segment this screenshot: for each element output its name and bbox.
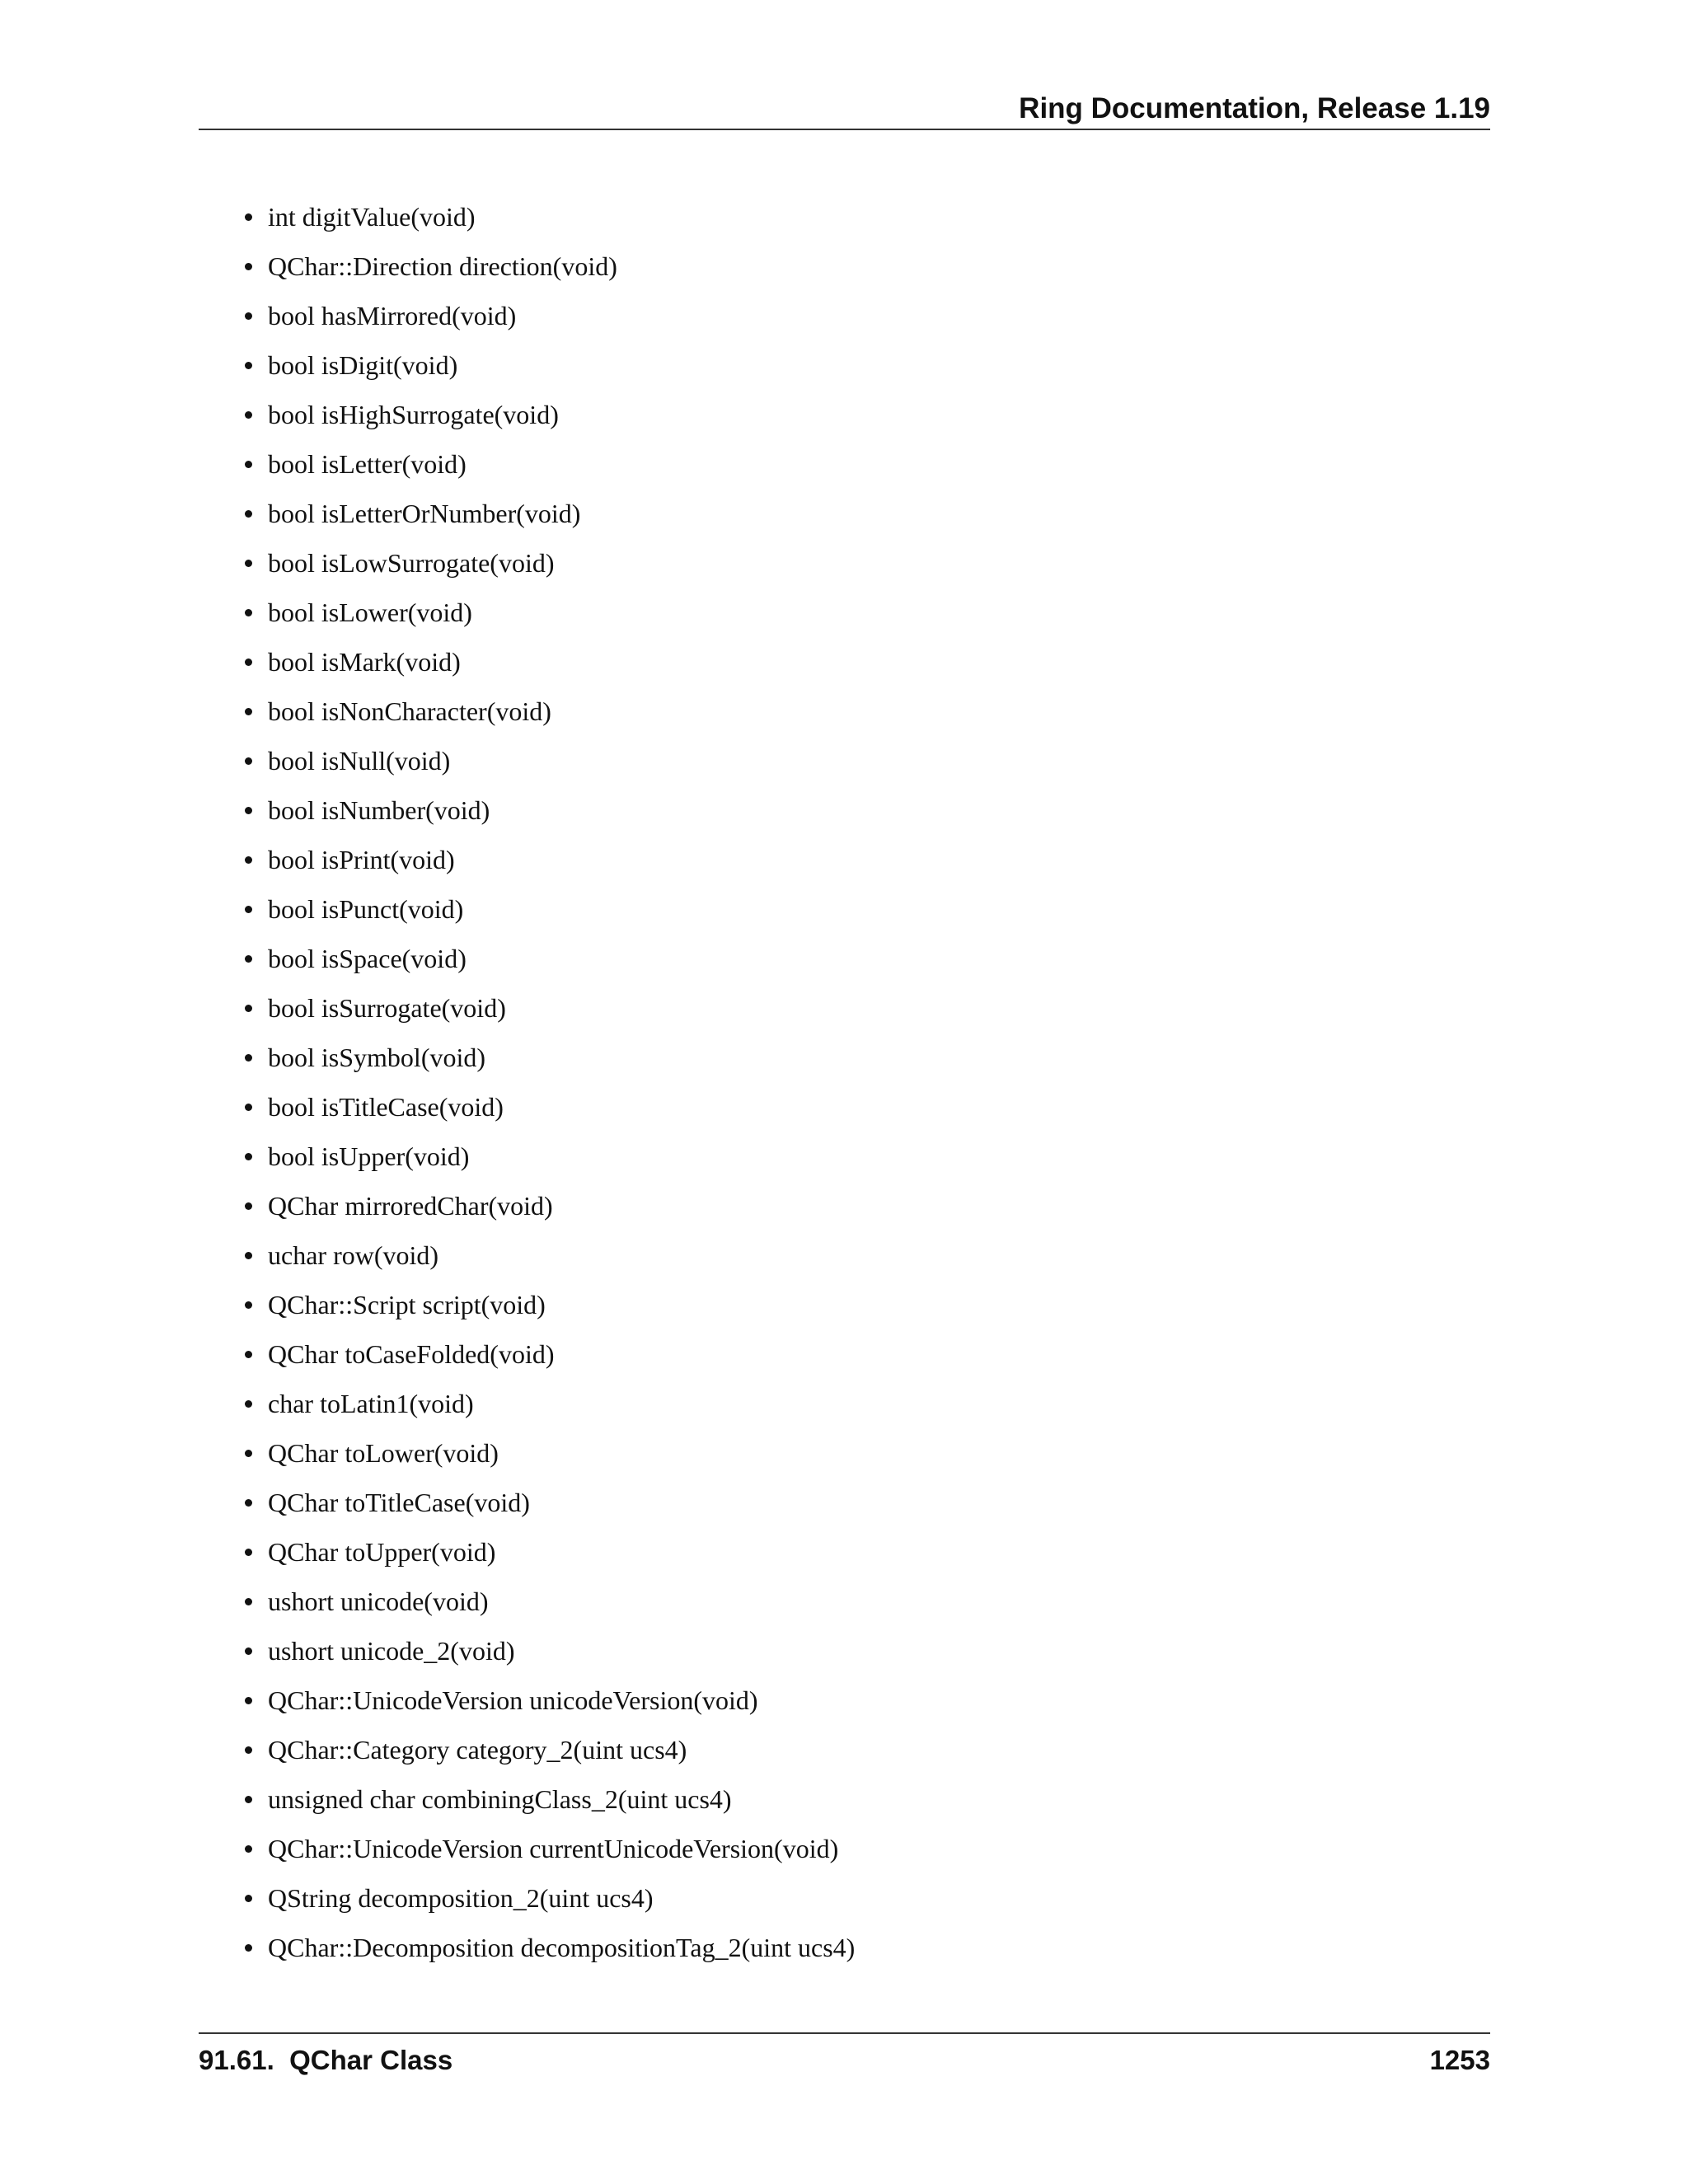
method-signature: char toLatin1(void) bbox=[268, 1389, 474, 1418]
list-item bbox=[199, 1236, 855, 1286]
list-item bbox=[199, 1632, 855, 1681]
method-signature: QChar toTitleCase(void) bbox=[268, 1488, 530, 1517]
bullet-icon bbox=[245, 757, 252, 765]
list-item bbox=[199, 494, 855, 544]
list-item bbox=[199, 1286, 855, 1335]
document-title: Ring Documentation, Release 1.19 bbox=[1019, 92, 1490, 124]
method-signature: QChar::Script script(void) bbox=[268, 1290, 546, 1319]
bullet-icon bbox=[245, 807, 252, 814]
bullet-icon bbox=[245, 263, 252, 270]
method-signature: QChar::UnicodeVersion currentUnicodeVersion(void) bbox=[268, 1834, 839, 1863]
method-signature: QChar::Direction direction(void) bbox=[268, 251, 617, 281]
list-item bbox=[199, 247, 855, 297]
method-signature: QChar::Category category_2(uint ucs4) bbox=[268, 1735, 687, 1765]
list-item bbox=[199, 346, 855, 396]
list-item bbox=[199, 890, 855, 940]
page-number: 1253 bbox=[1429, 2045, 1490, 2075]
list-item bbox=[199, 1187, 855, 1236]
bullet-icon bbox=[245, 1697, 252, 1704]
list-item bbox=[199, 198, 855, 247]
method-signature: QChar toLower(void) bbox=[268, 1438, 499, 1468]
method-signature: bool isTitleCase(void) bbox=[268, 1092, 504, 1122]
method-signature: bool isLower(void) bbox=[268, 598, 472, 627]
bullet-icon bbox=[245, 658, 252, 666]
section-title: 91.61. QChar Class bbox=[199, 2045, 453, 2075]
method-signature: bool isHighSurrogate(void) bbox=[268, 400, 559, 429]
list-item bbox=[199, 544, 855, 593]
list-item bbox=[199, 791, 855, 841]
method-list bbox=[199, 198, 855, 1978]
list-item bbox=[199, 1137, 855, 1187]
list-item bbox=[199, 1731, 855, 1780]
bullet-icon bbox=[245, 1153, 252, 1160]
list-item bbox=[199, 1038, 855, 1088]
method-signature: bool isNull(void) bbox=[268, 746, 451, 776]
bullet-icon bbox=[245, 1301, 252, 1309]
list-item bbox=[199, 841, 855, 890]
bullet-icon bbox=[245, 411, 252, 419]
bullet-icon bbox=[245, 1499, 252, 1507]
list-item bbox=[199, 1434, 855, 1483]
method-signature: ushort unicode(void) bbox=[268, 1586, 489, 1616]
bullet-icon bbox=[245, 1796, 252, 1803]
bullet-icon bbox=[245, 856, 252, 864]
method-signature: bool isNumber(void) bbox=[268, 795, 490, 825]
list-item bbox=[199, 1088, 855, 1137]
method-signature: bool isSpace(void) bbox=[268, 944, 467, 973]
method-signature: bool isPrint(void) bbox=[268, 845, 455, 874]
list-item bbox=[199, 1830, 855, 1879]
list-item bbox=[199, 742, 855, 791]
list-item bbox=[199, 989, 855, 1038]
method-signature: bool isLetterOrNumber(void) bbox=[268, 499, 581, 528]
method-signature: bool isMark(void) bbox=[268, 647, 461, 677]
method-signature: QChar mirroredChar(void) bbox=[268, 1191, 553, 1221]
bullet-icon bbox=[245, 609, 252, 616]
method-signature: bool isPunct(void) bbox=[268, 894, 464, 924]
list-item bbox=[199, 643, 855, 692]
bullet-icon bbox=[245, 510, 252, 518]
method-signature: uchar row(void) bbox=[268, 1240, 439, 1270]
method-signature: bool isDigit(void) bbox=[268, 350, 458, 380]
method-signature: bool isLetter(void) bbox=[268, 449, 467, 479]
method-signature: QChar toUpper(void) bbox=[268, 1537, 496, 1567]
bullet-icon bbox=[245, 1450, 252, 1457]
list-item bbox=[199, 445, 855, 494]
method-signature: bool hasMirrored(void) bbox=[268, 301, 517, 330]
method-signature: bool isNonCharacter(void) bbox=[268, 696, 551, 726]
page-header bbox=[199, 89, 1490, 130]
list-item bbox=[199, 1582, 855, 1632]
method-signature: QChar::Decomposition decompositionTag_2(uint ucs4) bbox=[268, 1933, 856, 1962]
list-item bbox=[199, 1533, 855, 1582]
method-signature: bool isSurrogate(void) bbox=[268, 993, 506, 1023]
bullet-icon bbox=[245, 213, 252, 221]
bullet-icon bbox=[245, 955, 252, 963]
bullet-icon bbox=[245, 1202, 252, 1210]
method-signature: QString decomposition_2(uint ucs4) bbox=[268, 1883, 654, 1913]
bullet-icon bbox=[245, 1845, 252, 1853]
bullet-icon bbox=[245, 1598, 252, 1605]
bullet-icon bbox=[245, 1054, 252, 1062]
list-item bbox=[199, 1335, 855, 1385]
method-signature: bool isSymbol(void) bbox=[268, 1043, 486, 1072]
list-item bbox=[199, 1385, 855, 1434]
bullet-icon bbox=[245, 362, 252, 369]
bullet-icon bbox=[245, 1895, 252, 1902]
method-signature: QChar toCaseFolded(void) bbox=[268, 1339, 555, 1369]
bullet-icon bbox=[245, 1252, 252, 1259]
method-signature: QChar::UnicodeVersion unicodeVersion(void) bbox=[268, 1685, 758, 1715]
bullet-icon bbox=[245, 1351, 252, 1358]
method-signature: unsigned char combiningClass_2(uint ucs4) bbox=[268, 1784, 732, 1814]
list-item bbox=[199, 1780, 855, 1830]
bullet-icon bbox=[245, 312, 252, 320]
list-item bbox=[199, 1929, 855, 1978]
method-signature: ushort unicode_2(void) bbox=[268, 1636, 515, 1666]
bullet-icon bbox=[245, 1005, 252, 1012]
bullet-icon bbox=[245, 708, 252, 715]
bullet-icon bbox=[245, 1400, 252, 1408]
list-item bbox=[199, 297, 855, 346]
bullet-icon bbox=[245, 1549, 252, 1556]
list-item bbox=[199, 1681, 855, 1731]
bullet-icon bbox=[245, 1647, 252, 1655]
bullet-icon bbox=[245, 1746, 252, 1754]
bullet-icon bbox=[245, 1944, 252, 1952]
list-item bbox=[199, 593, 855, 643]
method-signature: bool isLowSurrogate(void) bbox=[268, 548, 555, 578]
list-item bbox=[199, 940, 855, 989]
bullet-icon bbox=[245, 461, 252, 468]
bullet-icon bbox=[245, 560, 252, 567]
method-signature: bool isUpper(void) bbox=[268, 1141, 470, 1171]
list-item bbox=[199, 396, 855, 445]
method-signature: int digitValue(void) bbox=[268, 202, 476, 232]
list-item bbox=[199, 1483, 855, 1533]
list-item bbox=[199, 1879, 855, 1929]
bullet-icon bbox=[245, 1104, 252, 1111]
list-item bbox=[199, 692, 855, 742]
page-footer bbox=[199, 2032, 1490, 2083]
bullet-icon bbox=[245, 906, 252, 913]
